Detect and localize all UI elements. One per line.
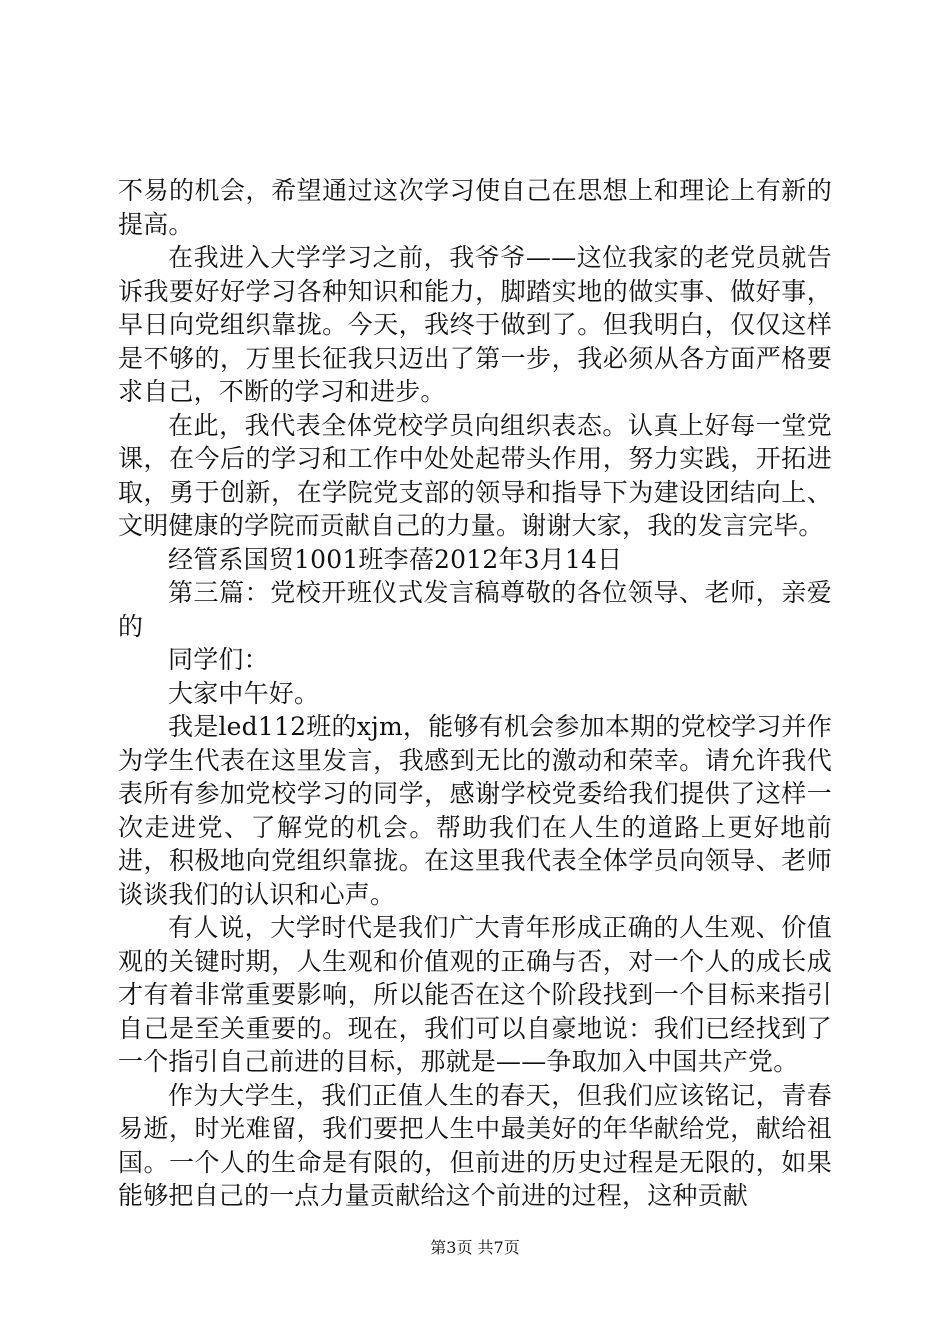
salutation: 同学们： [168,645,269,674]
paragraph-continuation: 不易的机会，希望通过这次学习使自己在思想上和理论上有新的提高。 [118,176,832,239]
paragraph: 有人说，大学时代是我们广大青年形成正确的人生观、价值观的关键时期，人生观和价值观的正确与否，对一个人的成长成才有着非常重要影响，所以能否在这个阶段找到一个目标来指引自己是至关重要的。现在，我们可以自豪地说：我们已经找到了一个指引自己前进的目标，那就是——争取加入中国共产党。 [118,913,832,1076]
paragraph: 作为大学生，我们正值人生的春天，但我们应该铭记，青春易逝，时光难留，我们要把人生中最美好的年华献给党，献给祖国。一个人的生命是有限的，但前进的历史过程是无限的，如果能够把自己的一点力量贡献给这个前进的过程，这种贡献 [118,1080,832,1210]
paragraph: 我是led112班的xjm，能够有机会参加本期的党校学习并作为学生代表在这里发言，我感到无比的激动和荣幸。请允许我代表所有参加党校学习的同学，感谢学校党委给我们提供了这样一次走进党、了解党的机会。帮助我们在人生的道路上更好地前进，积极地向党组织靠拢。在这里我代表全体学员向领导、老师谈谈我们的认识和心声。 [118,712,832,909]
page-footer [0,1238,950,1258]
signature-line: 经管系国贸1001班李蓓2012年3月14日 [168,544,623,574]
paragraph: 在我进入大学学习之前，我爷爷——这位我家的老党员就告诉我要好好学习各种知识和能力，脚踏实地的做实事、做好事，早日向党组织靠拢。今天，我终于做到了。但我明白，仅仅这样是不够的，万里长征我只迈出了第一步，我必须从各方面严格要求自己，不断的学习和进步。 [118,243,832,406]
paragraph: 在此，我代表全体党校学员向组织表态。认真上好每一堂党课，在今后的学习和工作中处处起带头作用，努力实践，开拓进取，勇于创新，在学院党支部的领导和指导下为建设团结向上、文明健康的学院而贡献自己的力量。谢谢大家，我的发言完毕。 [118,410,832,540]
greeting: 大家中午好。 [168,678,320,708]
page-number: 第3页 共7页 [430,1238,520,1257]
section-heading: 第三篇：党校开班仪式发言稿尊敬的各位领导、老师，亲爱的 [118,578,832,641]
document-body [118,174,832,1213]
